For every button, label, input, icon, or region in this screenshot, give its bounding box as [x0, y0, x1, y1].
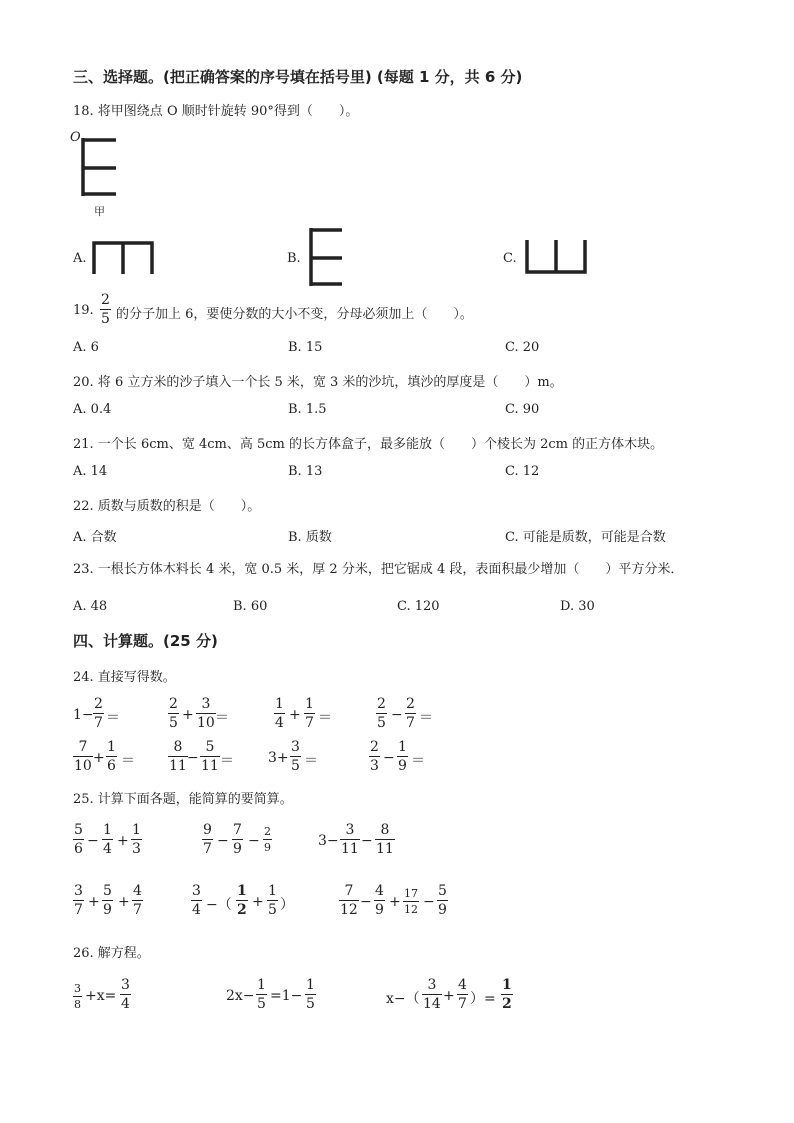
denominator: 7 [94, 715, 103, 731]
q26-eq1-f1 [73, 983, 82, 1010]
denominator: 4 [103, 841, 112, 857]
denominator: 5 [268, 902, 277, 918]
q26-eq3-op: + [443, 988, 455, 1004]
q25-ex2-op2: − [248, 833, 260, 849]
denominator: 8 [74, 998, 81, 1011]
denominator: 5 [291, 758, 300, 774]
q25-ex6-op1: − [360, 894, 372, 910]
denominator: 5 [257, 996, 266, 1012]
q25-ex1-f1 [73, 823, 84, 856]
question-23-text: 23. 一根长方体木料长 4 米，宽 0.5 米，厚 2 分米，把它锯成 4 段，表面积最少增加（ ）平方分米． [73, 562, 684, 577]
numerator: 8 [375, 823, 395, 840]
section-4-title: 四、计算题。(25 分) [73, 632, 218, 650]
numerator: 7 [233, 822, 242, 838]
q25-ex5-f2 [236, 884, 248, 917]
point-o-label: O [70, 130, 81, 145]
q25-ex6-op3: − [423, 894, 435, 910]
q26-eq3-mid: ）= [470, 991, 496, 1007]
q24-r2-e2-equals: ＝ [220, 753, 234, 769]
q25-ex2-f3 [263, 826, 272, 853]
q25-ex1-op1: − [87, 833, 99, 849]
q24-r2-e3-frac [290, 740, 301, 773]
numerator: 1 [398, 739, 407, 755]
denominator: 11 [201, 758, 219, 774]
q24-r2-e3-equals: ＝ [304, 753, 318, 769]
q18-option-c-label: C. [503, 251, 517, 266]
q25-ex5-f3 [267, 884, 278, 917]
q25-ex6-f4 [437, 884, 448, 917]
numerator: 1 [306, 977, 315, 993]
q25-ex4-f3 [132, 884, 143, 917]
numerator: 1 [275, 696, 284, 712]
numerator: 3 [340, 823, 360, 840]
q24-r1-e4-frac-a [376, 697, 387, 730]
q25-ex4-op1: + [88, 894, 100, 910]
denominator: 5 [169, 715, 178, 731]
numerator: 3 [291, 739, 300, 755]
question-21-text: 21. 一个长 6cm、宽 4cm、高 5cm 的长方体盒子，最多能放（ ）个棱长为 2cm 的正方体木块。 [73, 437, 664, 452]
denominator: 11 [376, 841, 394, 857]
q25-ex2-f1 [202, 823, 213, 856]
q25-ex1-op2: + [117, 833, 129, 849]
numerator: 2 [377, 696, 386, 712]
numerator: 1 [237, 883, 247, 899]
numerator: 3 [74, 883, 83, 899]
q24-r1-e2-equals: ＝ [215, 710, 229, 726]
q26-eq3-f1 [422, 978, 442, 1011]
q18-option-b-label: B. [287, 251, 301, 266]
q19-option-b: B. 15 [288, 340, 323, 355]
numerator: 2 [169, 696, 178, 712]
q24-r2-e2-op: − [187, 750, 199, 766]
denominator: 11 [341, 841, 359, 857]
numerator: 5 [74, 822, 83, 838]
q22-option-b: B. 质数 [288, 530, 332, 545]
q24-r1-e1-lead: 1− [73, 707, 94, 723]
q25-ex5-f1 [191, 884, 202, 917]
numerator: 2 [264, 825, 271, 838]
q25-ex6-f2 [374, 884, 385, 917]
q25-ex6-f1 [339, 884, 359, 917]
denominator: 4 [275, 715, 284, 731]
q18-option-a-label: A. [73, 251, 87, 266]
q24-r1-e2-frac-a [168, 697, 179, 730]
numerator: 4 [458, 977, 467, 993]
q18-option-c-shape [525, 240, 587, 276]
q25-ex3-f2 [375, 823, 395, 856]
denominator: 7 [203, 841, 212, 857]
denominator: 4 [121, 996, 130, 1012]
numerator: 1 [502, 977, 512, 993]
denominator: 7 [305, 715, 314, 731]
denominator: 7 [406, 715, 415, 731]
denominator: 2 [237, 902, 247, 918]
q24-r2-e4-equals: ＝ [411, 753, 425, 769]
q24-r2-e4-frac-a [369, 740, 380, 773]
denominator: 7 [133, 902, 142, 918]
numerator: 17 [404, 887, 418, 900]
q19-denominator: 5 [101, 311, 110, 327]
denominator: 3 [132, 841, 141, 857]
q23-option-c: C. 120 [397, 599, 440, 614]
numerator: 2 [370, 739, 379, 755]
q25-ex4-op2: + [118, 894, 130, 910]
q25-ex5-op1: −（ [206, 897, 232, 913]
q26-eq3-f2 [457, 978, 468, 1011]
numerator: 1 [107, 739, 116, 755]
q26-eq1-mid: +x= [85, 988, 117, 1004]
q24-r1-e2-op: + [182, 707, 194, 723]
q26-eq3-lead: x−（ [386, 991, 420, 1007]
q22-option-c: C. 可能是质数，可能是合数 [505, 530, 666, 545]
q24-r1-e2-frac-b [196, 697, 216, 730]
q25-ex6-f3 [403, 888, 419, 915]
q19-option-c: C. 20 [505, 340, 540, 355]
numerator: 1 [257, 977, 266, 993]
numerator: 7 [339, 884, 359, 901]
denominator: 9 [375, 902, 384, 918]
denominator: 10 [197, 715, 215, 731]
question-20-text: 20. 将 6 立方米的沙子填入一个长 5 米，宽 3 米的沙坑，填沙的厚度是（ ）m。 [73, 375, 563, 390]
denominator: 3 [370, 758, 379, 774]
q20-option-b: B. 1.5 [288, 402, 327, 417]
denominator: 9 [233, 841, 242, 857]
q26-eq2-mid: =1− [270, 988, 303, 1004]
q19-option-a: A. 6 [73, 340, 99, 355]
q24-r2-e1-frac-a [73, 740, 93, 773]
q24-r1-e3-frac-b [304, 697, 315, 730]
denominator: 9 [264, 841, 271, 854]
q24-r2-e4-op: − [383, 750, 395, 766]
denominator: 6 [74, 841, 83, 857]
denominator: 9 [398, 758, 407, 774]
denominator: 4 [192, 902, 201, 918]
q24-r2-e2-frac-a [168, 740, 188, 773]
q26-eq2-lead: 2x− [226, 988, 255, 1004]
q24-r1-e4-frac-b [405, 697, 416, 730]
numerator: 1 [132, 822, 141, 838]
q24-r2-e1-frac-b [106, 740, 117, 773]
q24-r1-e1-equals: ＝ [106, 710, 120, 726]
q19-numerator: 2 [101, 292, 110, 308]
numerator: 2 [94, 696, 103, 712]
q26-eq2-f1 [256, 978, 267, 1011]
numerator: 4 [375, 883, 384, 899]
denominator: 9 [103, 902, 112, 918]
question-18-text: 18. 将甲图绕点 O 顺时针旋转 90°得到（ ）。 [73, 104, 359, 119]
q24-r1-e3-op: + [289, 707, 301, 723]
numerator: 8 [168, 740, 188, 757]
question-26-text: 26. 解方程。 [73, 946, 150, 961]
numerator: 3 [422, 978, 442, 995]
numerator: 1 [103, 822, 112, 838]
numerator: 1 [305, 696, 314, 712]
question-19-number: 19. [73, 303, 94, 318]
q23-option-d: D. 30 [560, 599, 595, 614]
q25-ex5-op2: + [252, 894, 264, 910]
q25-ex4-f2 [102, 884, 113, 917]
q24-r2-e1-equals: ＝ [121, 753, 135, 769]
q24-r2-e2-frac-b [200, 740, 220, 773]
q26-eq2-f2 [305, 978, 316, 1011]
q25-ex1-f3 [131, 823, 142, 856]
q20-option-c: C. 90 [505, 402, 540, 417]
question-24-text: 24. 直接写得数。 [73, 670, 176, 685]
question-25-text: 25. 计算下面各题，能简算的要简算。 [73, 792, 293, 807]
denominator: 7 [74, 902, 83, 918]
q24-r1-e4-equals: ＝ [419, 710, 433, 726]
denominator: 14 [423, 996, 441, 1012]
denominator: 7 [458, 996, 467, 1012]
numerator: 9 [203, 822, 212, 838]
q24-r2-e3-lead: 3+ [268, 750, 289, 766]
q25-ex2-op1: − [217, 833, 229, 849]
q25-ex3-f1 [340, 823, 360, 856]
question-19-text: 的分子加上 6，要使分数的大小不变，分母必须加上（ ）。 [116, 307, 473, 322]
q24-r2-e1-op: + [93, 750, 105, 766]
numerator: 3 [74, 982, 81, 995]
q20-option-a: A. 0.4 [73, 402, 112, 417]
numerator: 2 [406, 696, 415, 712]
denominator: 12 [404, 903, 418, 916]
numerator: 1 [268, 883, 277, 899]
q26-eq3-f3 [501, 978, 513, 1011]
q21-option-c: C. 12 [505, 464, 540, 479]
denominator: 5 [306, 996, 315, 1012]
figure-jia-label: 甲 [94, 205, 105, 218]
q18-option-a-shape [92, 240, 154, 276]
q25-ex1-f2 [102, 823, 113, 856]
numerator: 3 [196, 697, 216, 714]
q25-ex3-op1: − [361, 833, 373, 849]
q23-option-b: B. 60 [233, 599, 268, 614]
section-3-title: 三、选择题。(把正确答案的序号填在括号里) (每题 1 分，共 6 分) [73, 68, 523, 86]
q23-option-a: A. 48 [73, 599, 108, 614]
numerator: 3 [192, 883, 201, 899]
q19-fraction [100, 293, 111, 326]
q24-r1-e1-frac [93, 697, 104, 730]
q24-r1-e3-frac-a [274, 697, 285, 730]
denominator: 9 [438, 902, 447, 918]
q26-eq1-f2 [120, 978, 131, 1011]
q24-r1-e3-equals: ＝ [318, 710, 332, 726]
q18-option-b-shape [308, 228, 344, 288]
denominator: 5 [377, 715, 386, 731]
numerator: 5 [438, 883, 447, 899]
figure-jia-e-shape [80, 138, 120, 198]
denominator: 2 [502, 996, 512, 1012]
q21-option-b: B. 13 [288, 464, 323, 479]
q25-ex4-f1 [73, 884, 84, 917]
numerator: 4 [133, 883, 142, 899]
q22-option-a: A. 合数 [73, 530, 117, 545]
q25-ex5-close: ） [280, 897, 294, 913]
denominator: 6 [107, 758, 116, 774]
denominator: 12 [340, 902, 358, 918]
q24-r1-e4-op: − [391, 707, 403, 723]
denominator: 10 [74, 758, 92, 774]
numerator: 5 [103, 883, 112, 899]
q25-ex6-op2: + [389, 894, 401, 910]
question-22-text: 22. 质数与质数的积是（ ）。 [73, 499, 261, 514]
numerator: 3 [121, 977, 130, 993]
q21-option-a: A. 14 [73, 464, 108, 479]
q25-ex2-f2 [232, 823, 243, 856]
q24-r2-e4-frac-b [397, 740, 408, 773]
denominator: 11 [169, 758, 187, 774]
q25-ex3-lead: 3− [318, 833, 339, 849]
numerator: 5 [200, 740, 220, 757]
numerator: 7 [73, 740, 93, 757]
